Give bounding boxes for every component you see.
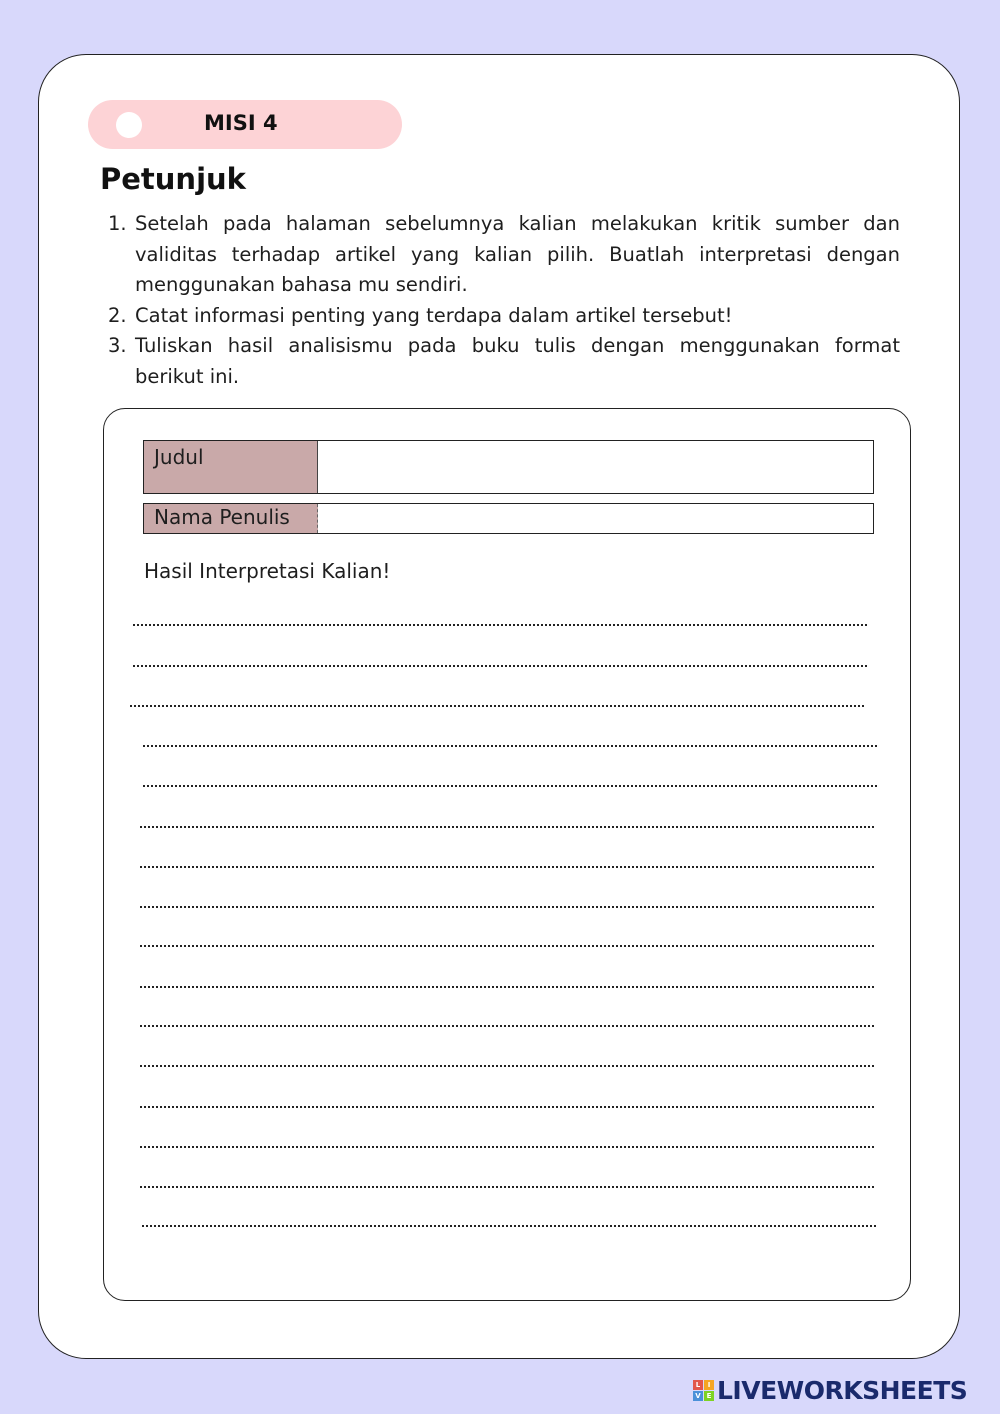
answer-line[interactable]	[142, 1225, 876, 1227]
hasil-label: Hasil Interpretasi Kalian!	[144, 559, 391, 583]
answer-line[interactable]	[143, 785, 877, 787]
instructions-heading: Petunjuk	[100, 162, 246, 196]
answer-line[interactable]	[140, 1106, 874, 1108]
judul-label: Judul	[144, 441, 318, 493]
instructions-list	[108, 209, 900, 392]
answer-line[interactable]	[140, 1146, 874, 1148]
answer-line[interactable]	[143, 745, 877, 747]
answer-line[interactable]	[140, 1065, 874, 1067]
logo-square: L	[693, 1380, 703, 1390]
liveworksheets-logo-icon	[693, 1380, 714, 1401]
badge-dot-icon	[116, 112, 142, 138]
instruction-item	[108, 331, 900, 392]
instruction-number: 2.	[108, 303, 127, 327]
answer-line[interactable]	[140, 866, 874, 868]
answer-line[interactable]	[140, 826, 874, 828]
watermark-text: LIVEWORKSHEETS	[717, 1376, 968, 1405]
answer-line[interactable]	[140, 1186, 874, 1188]
instruction-text: Setelah pada halaman sebelumnya kalian melakukan kritik sumber dan validitas terhadap artikel yang kalian pilih. Buatlah interpretasi dengan menggunakan bahasa mu sendiri.	[135, 212, 900, 296]
mission-badge	[88, 100, 402, 149]
answer-line[interactable]	[140, 986, 874, 988]
logo-square: I	[704, 1380, 714, 1390]
logo-square: E	[704, 1391, 714, 1401]
answer-line[interactable]	[140, 906, 874, 908]
answer-box	[103, 408, 911, 1301]
penulis-field[interactable]	[143, 503, 874, 534]
penulis-label: Nama Penulis	[144, 504, 318, 533]
judul-field[interactable]	[143, 440, 874, 494]
instruction-number: 3.	[108, 334, 127, 357]
answer-line[interactable]	[130, 705, 864, 707]
answer-line[interactable]	[140, 945, 874, 947]
liveworksheets-watermark	[693, 1376, 967, 1405]
instruction-text: Tuliskan hasil analisismu pada buku tulis dengan menggunakan format berikut ini.	[135, 334, 900, 388]
mission-label: MISI 4	[204, 111, 278, 135]
answer-line[interactable]	[140, 1025, 874, 1027]
answer-line[interactable]	[133, 665, 867, 667]
instruction-text: Catat informasi penting yang terdapa dalam artikel tersebut!	[135, 303, 733, 327]
logo-square: V	[693, 1391, 703, 1401]
instruction-item	[108, 209, 900, 301]
instruction-number: 1.	[108, 212, 127, 235]
instruction-item	[108, 301, 900, 332]
answer-line[interactable]	[133, 624, 867, 626]
